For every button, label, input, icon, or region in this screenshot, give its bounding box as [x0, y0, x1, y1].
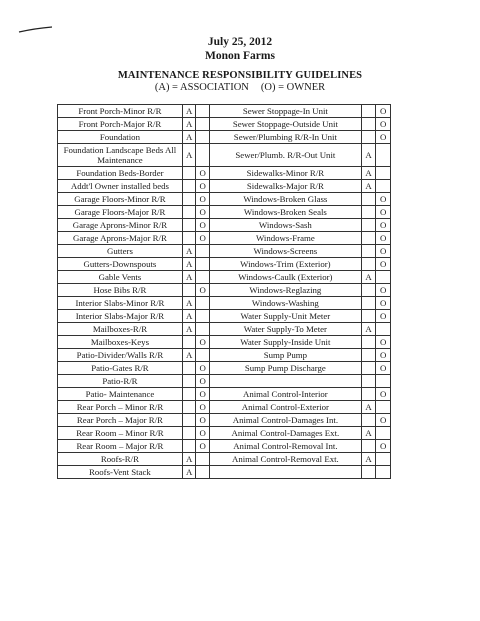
item-cell: Foundation Beds-Border — [58, 167, 183, 180]
item-cell: Patio-Gates R/R — [58, 362, 183, 375]
table-row — [58, 310, 391, 323]
pen-mark — [18, 24, 54, 34]
table-row — [58, 193, 391, 206]
table-row — [58, 245, 391, 258]
table-row — [58, 401, 391, 414]
owner-cell: O — [376, 297, 391, 310]
owner-cell: O — [376, 232, 391, 245]
table-row — [58, 414, 391, 427]
association-cell — [182, 284, 196, 297]
owner-cell: O — [376, 310, 391, 323]
item-cell: Windows-Broken Glass — [209, 193, 361, 206]
item-cell: Patio-Divider/Walls R/R — [58, 349, 183, 362]
owner-cell: O — [376, 131, 391, 144]
association-cell — [182, 440, 196, 453]
item-cell: Garage Floors-Major R/R — [58, 206, 183, 219]
document-date: July 25, 2012 — [207, 36, 273, 48]
item-cell: Sewer Stoppage-Outside Unit — [209, 118, 361, 131]
association-cell: A — [361, 144, 376, 167]
owner-cell: O — [196, 388, 210, 401]
association-cell: A — [361, 323, 376, 336]
left-responsibility-table — [57, 104, 391, 479]
association-cell: A — [182, 323, 196, 336]
owner-cell: O — [196, 219, 210, 232]
owner-cell — [376, 144, 391, 167]
association-cell — [361, 336, 376, 349]
association-cell — [182, 414, 196, 427]
item-cell — [209, 466, 361, 479]
document-title: MAINTENANCE RESPONSIBILITY GUIDELINES — [117, 70, 363, 81]
owner-cell — [196, 131, 210, 144]
association-cell: A — [361, 427, 376, 440]
table-row — [58, 258, 391, 271]
item-cell: Animal Control-Removal Ext. — [209, 453, 361, 466]
association-cell — [361, 193, 376, 206]
association-cell: A — [182, 118, 196, 131]
item-cell: Animal Control-Removal Int. — [209, 440, 361, 453]
owner-cell — [196, 245, 210, 258]
association-cell — [361, 349, 376, 362]
table-row — [58, 427, 391, 440]
item-cell: Addt'l Owner installed beds — [58, 180, 183, 193]
table-row — [58, 453, 391, 466]
owner-cell: O — [196, 336, 210, 349]
item-cell: Windows-Caulk (Exterior) — [209, 271, 361, 284]
association-cell — [361, 310, 376, 323]
association-cell — [361, 284, 376, 297]
owner-cell — [196, 323, 210, 336]
association-cell — [182, 232, 196, 245]
association-cell: A — [361, 271, 376, 284]
item-cell: Water Supply-Inside Unit — [209, 336, 361, 349]
item-cell: Water Supply-Unit Meter — [209, 310, 361, 323]
owner-cell — [376, 453, 391, 466]
table-row — [58, 271, 391, 284]
item-cell: Roofs-Vent Stack — [58, 466, 183, 479]
association-cell — [182, 219, 196, 232]
owner-cell — [196, 297, 210, 310]
association-cell — [361, 362, 376, 375]
item-cell: Windows-Reglazing — [209, 284, 361, 297]
item-cell: Gable Vents — [58, 271, 183, 284]
item-cell: Windows-Sash — [209, 219, 361, 232]
legend-owner: (O) = OWNER — [260, 82, 326, 93]
association-cell — [182, 167, 196, 180]
item-cell: Garage Aprons-Major R/R — [58, 232, 183, 245]
owner-cell — [376, 466, 391, 479]
item-cell: Water Supply-To Meter — [209, 323, 361, 336]
owner-cell — [376, 375, 391, 388]
item-cell: Rear Porch – Minor R/R — [58, 401, 183, 414]
association-cell — [361, 375, 376, 388]
item-cell: Windows-Trim (Exterior) — [209, 258, 361, 271]
owner-cell — [196, 105, 210, 118]
item-cell: Sump Pump — [209, 349, 361, 362]
table-row — [58, 284, 391, 297]
owner-cell: O — [196, 284, 210, 297]
owner-cell: O — [376, 440, 391, 453]
owner-cell: O — [196, 193, 210, 206]
table-row — [58, 388, 391, 401]
association-cell — [361, 118, 376, 131]
table-row — [58, 232, 391, 245]
item-cell: Windows-Screens — [209, 245, 361, 258]
association-cell: A — [361, 453, 376, 466]
owner-cell: O — [376, 388, 391, 401]
owner-cell: O — [376, 414, 391, 427]
owner-cell — [196, 258, 210, 271]
owner-cell: O — [196, 440, 210, 453]
association-cell: A — [361, 401, 376, 414]
item-cell: Rear Room – Major R/R — [58, 440, 183, 453]
association-cell — [182, 180, 196, 193]
item-cell: Garage Aprons-Minor R/R — [58, 219, 183, 232]
table-row — [58, 323, 391, 336]
table-row — [58, 144, 391, 167]
item-cell: Rear Porch – Major R/R — [58, 414, 183, 427]
item-cell: Animal Control-Interior — [209, 388, 361, 401]
association-cell — [361, 258, 376, 271]
table-row — [58, 375, 391, 388]
association-cell: A — [182, 349, 196, 362]
owner-cell: O — [196, 362, 210, 375]
association-cell — [361, 131, 376, 144]
table-row — [58, 206, 391, 219]
item-cell: Sewer/Plumbing R/R-In Unit — [209, 131, 361, 144]
association-cell: A — [182, 131, 196, 144]
owner-cell: O — [376, 258, 391, 271]
table-row — [58, 297, 391, 310]
owner-cell: O — [196, 180, 210, 193]
owner-cell — [376, 180, 391, 193]
item-cell: Foundation Landscape Beds All Maintenance — [58, 144, 183, 167]
association-cell: A — [361, 167, 376, 180]
owner-cell: O — [196, 167, 210, 180]
owner-cell: O — [376, 336, 391, 349]
association-cell: A — [182, 105, 196, 118]
item-cell: Windows-Frame — [209, 232, 361, 245]
association-cell: A — [182, 258, 196, 271]
item-cell: Windows-Broken Seals — [209, 206, 361, 219]
association-cell — [182, 427, 196, 440]
legend — [0, 82, 480, 93]
item-cell: Gutters — [58, 245, 183, 258]
owner-cell: O — [376, 105, 391, 118]
association-cell: A — [182, 271, 196, 284]
association-cell: A — [182, 466, 196, 479]
table-row — [58, 118, 391, 131]
owner-cell: O — [376, 118, 391, 131]
owner-cell — [196, 453, 210, 466]
association-cell — [361, 297, 376, 310]
item-cell: Roofs-R/R — [58, 453, 183, 466]
item-cell: Patio- Maintenance — [58, 388, 183, 401]
association-cell — [182, 362, 196, 375]
item-cell — [209, 375, 361, 388]
association-cell — [182, 206, 196, 219]
table-row — [58, 466, 391, 479]
table-row — [58, 105, 391, 118]
association-cell — [182, 193, 196, 206]
item-cell: Animal Control-Exterior — [209, 401, 361, 414]
item-cell: Mailboxes-R/R — [58, 323, 183, 336]
item-cell: Sewer/Plumb. R/R-Out Unit — [209, 144, 361, 167]
owner-cell: O — [376, 245, 391, 258]
table-row — [58, 362, 391, 375]
item-cell: Rear Room – Minor R/R — [58, 427, 183, 440]
item-cell: Sidewalks-Major R/R — [209, 180, 361, 193]
table-row — [58, 349, 391, 362]
owner-cell: O — [196, 375, 210, 388]
owner-cell: O — [196, 401, 210, 414]
item-cell: Patio-R/R — [58, 375, 183, 388]
owner-cell — [196, 271, 210, 284]
table-row — [58, 219, 391, 232]
item-cell: Front Porch-Major R/R — [58, 118, 183, 131]
owner-cell: O — [196, 414, 210, 427]
item-cell: Gutters-Downspouts — [58, 258, 183, 271]
owner-cell: O — [196, 427, 210, 440]
association-cell: A — [182, 310, 196, 323]
owner-cell — [376, 427, 391, 440]
association-cell — [182, 401, 196, 414]
association-cell: A — [182, 453, 196, 466]
association-cell — [361, 440, 376, 453]
association-cell — [361, 219, 376, 232]
legend-association: (A) = ASSOCIATION — [154, 82, 249, 93]
owner-cell: O — [196, 206, 210, 219]
association-cell: A — [182, 297, 196, 310]
owner-cell: O — [376, 362, 391, 375]
owner-cell — [196, 310, 210, 323]
item-cell: Animal Control-Damages Ext. — [209, 427, 361, 440]
item-cell: Interior Slabs-Minor R/R — [58, 297, 183, 310]
association-cell — [182, 336, 196, 349]
association-cell: A — [361, 180, 376, 193]
item-cell: Sump Pump Discharge — [209, 362, 361, 375]
item-cell: Windows-Washing — [209, 297, 361, 310]
item-cell: Foundation — [58, 131, 183, 144]
table-row — [58, 336, 391, 349]
table-row — [58, 167, 391, 180]
community-name: Monon Farms — [205, 50, 275, 62]
owner-cell: O — [196, 232, 210, 245]
association-cell: A — [182, 245, 196, 258]
owner-cell — [376, 323, 391, 336]
association-cell — [361, 105, 376, 118]
item-cell: Hose Bibs R/R — [58, 284, 183, 297]
owner-cell: O — [376, 284, 391, 297]
table-row — [58, 131, 391, 144]
association-cell — [182, 388, 196, 401]
association-cell: A — [182, 144, 196, 167]
owner-cell: O — [376, 219, 391, 232]
owner-cell — [376, 271, 391, 284]
owner-cell — [196, 466, 210, 479]
owner-cell: O — [376, 349, 391, 362]
item-cell: Animal Control-Damages Int. — [209, 414, 361, 427]
association-cell — [361, 388, 376, 401]
association-cell — [361, 245, 376, 258]
owner-cell: O — [376, 193, 391, 206]
association-cell — [182, 375, 196, 388]
item-cell: Interior Slabs-Major R/R — [58, 310, 183, 323]
owner-cell — [196, 349, 210, 362]
association-cell — [361, 466, 376, 479]
owner-cell: O — [376, 206, 391, 219]
owner-cell — [376, 401, 391, 414]
table-row — [58, 180, 391, 193]
item-cell: Sidewalks-Minor R/R — [209, 167, 361, 180]
owner-cell — [196, 118, 210, 131]
item-cell: Mailboxes-Keys — [58, 336, 183, 349]
item-cell: Sewer Stoppage-In Unit — [209, 105, 361, 118]
association-cell — [361, 414, 376, 427]
table-row — [58, 440, 391, 453]
owner-cell — [196, 144, 210, 167]
association-cell — [361, 206, 376, 219]
owner-cell — [376, 167, 391, 180]
association-cell — [361, 232, 376, 245]
item-cell: Front Porch-Minor R/R — [58, 105, 183, 118]
item-cell: Garage Floors-Minor R/R — [58, 193, 183, 206]
